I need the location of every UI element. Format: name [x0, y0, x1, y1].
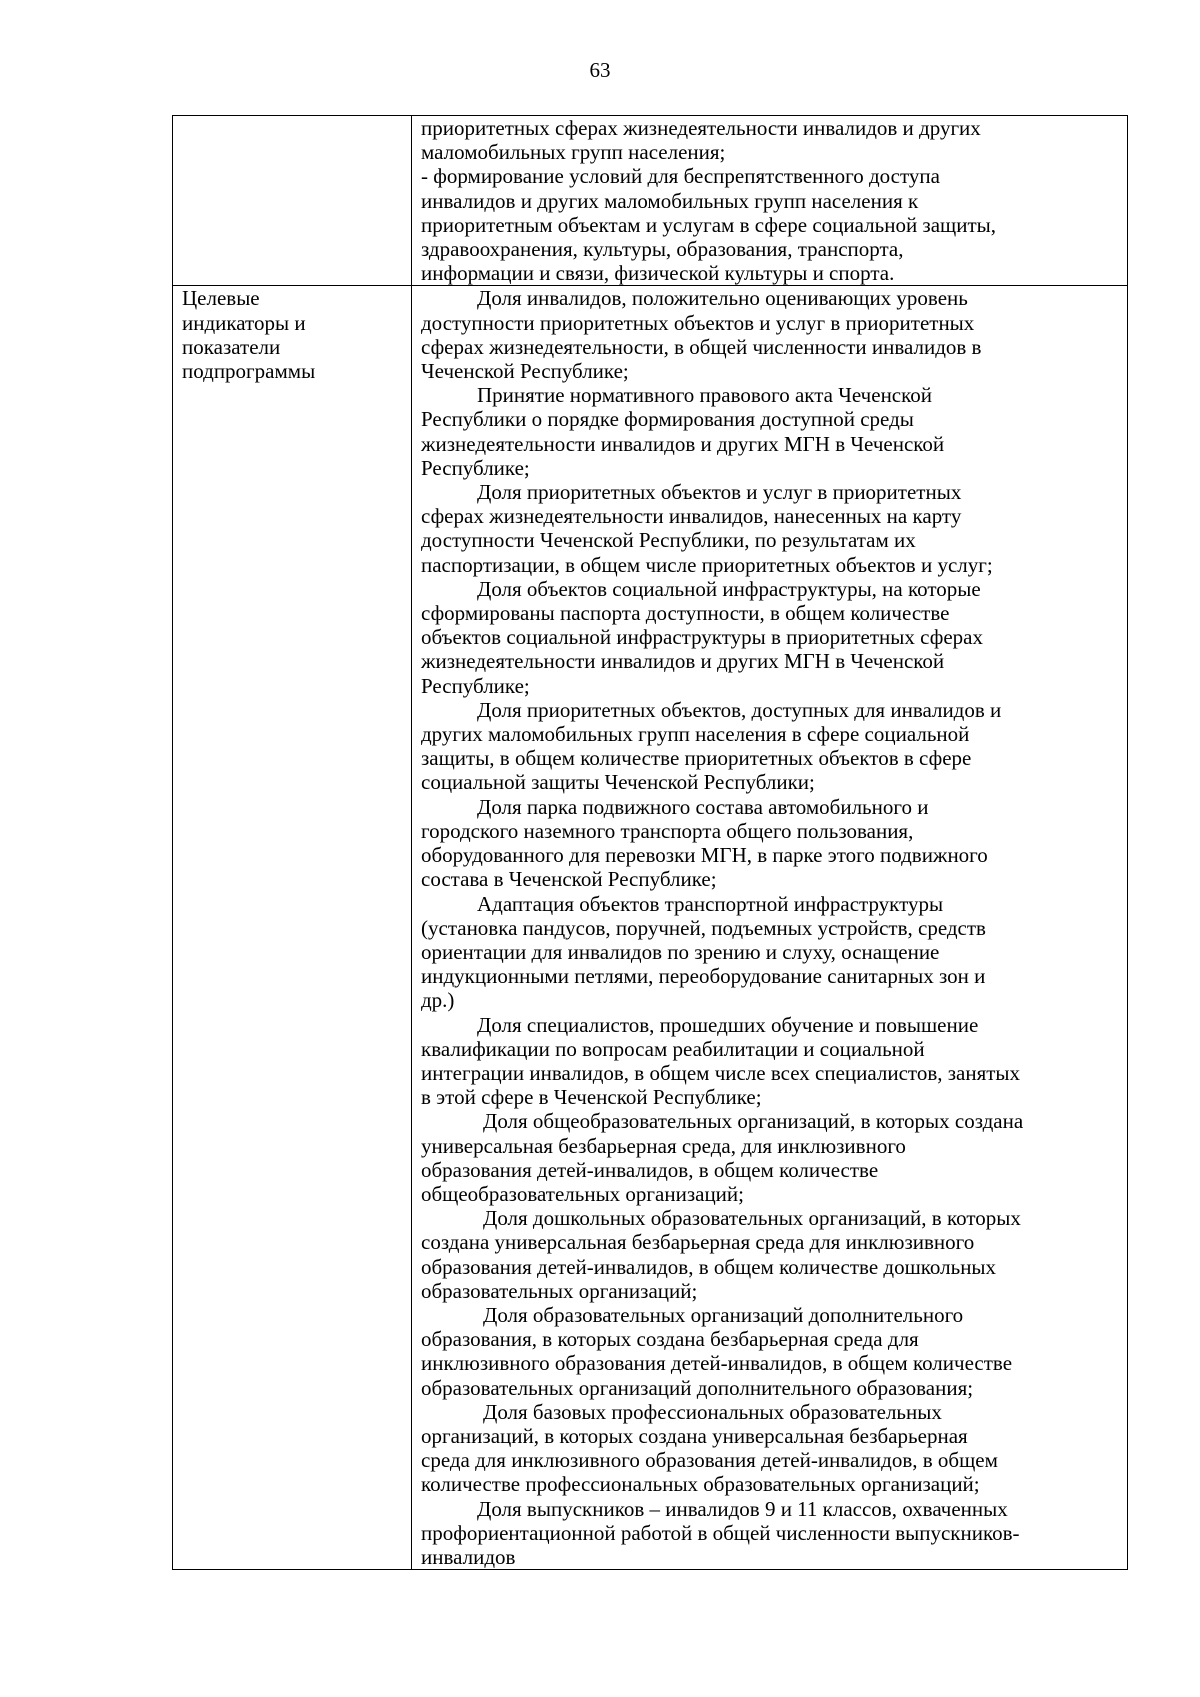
- row2-content-cell: [412, 286, 1128, 1570]
- text-line: инклюзивного образования детей-инвалидов, в общем количестве: [421, 1351, 1013, 1376]
- text-line: профориентационной работой в общей численности выпускников-: [421, 1520, 1020, 1545]
- text-line: Доля базовых профессиональных образовательных: [483, 1399, 942, 1424]
- text-line: образования, в которых создана безбарьерная среда для: [421, 1327, 919, 1352]
- text-line: Доля приоритетных объектов, доступных для инвалидов и: [477, 697, 1002, 722]
- text-line: квалификации по вопросам реабилитации и социальной: [421, 1036, 925, 1061]
- text-line: объектов социальной инфраструктуры в приоритетных сферах: [421, 625, 983, 650]
- text-line: Доля специалистов, прошедших обучение и повышение: [477, 1012, 979, 1037]
- text-line: - формирование условий для беспрепятственного доступа: [421, 164, 940, 189]
- text-line: Доля выпускников – инвалидов 9 и 11 классов, охваченных: [477, 1496, 1008, 1521]
- text-line: (установка пандусов, поручней, подъемных устройств, средств: [421, 915, 986, 940]
- table-row: [173, 286, 1128, 1570]
- text-line: среда для инклюзивного образования детей-инвалидов, в общем: [421, 1448, 998, 1473]
- text-line: Доля образовательных организаций дополнительного: [483, 1302, 964, 1327]
- text-line: образования детей-инвалидов, в общем количестве: [421, 1157, 879, 1182]
- text-line: Доля дошкольных образовательных организаций, в которых: [483, 1206, 1021, 1231]
- passport-table: [172, 115, 1128, 1570]
- text-line: Доля приоритетных объектов и услуг в приоритетных: [477, 480, 962, 505]
- text-line: индукционными петлями, переоборудование санитарных зон и: [421, 964, 986, 989]
- text-line: индикаторы и: [182, 310, 306, 335]
- text-line: доступности Чеченской Республики, по результатам их: [421, 528, 916, 553]
- text-line: сферах жизнедеятельности инвалидов, нанесенных на карту: [421, 504, 962, 529]
- row2-label-cell: [173, 286, 412, 1570]
- text-line: Доля объектов социальной инфраструктуры, на которые: [477, 576, 981, 601]
- table-row: [173, 116, 1128, 286]
- row1-label-cell: [173, 116, 412, 286]
- text-line: инвалидов и других маломобильных групп населения к: [421, 188, 919, 213]
- text-line: Чеченской Республике;: [421, 359, 629, 384]
- text-line: в этой сфере в Чеченской Республике;: [421, 1085, 762, 1110]
- text-line: Республике;: [421, 455, 530, 480]
- text-line: Принятие нормативного правового акта Чеченской: [477, 383, 932, 408]
- text-line: социальной защиты Чеченской Республики;: [421, 770, 815, 795]
- row1-content-cell: [412, 116, 1128, 286]
- text-line: Республике;: [421, 673, 530, 698]
- text-line: количестве профессиональных образовательных организаций;: [421, 1472, 980, 1497]
- text-line: паспортизации, в общем числе приоритетных объектов и услуг;: [421, 552, 993, 577]
- text-line: городского наземного транспорта общего пользования,: [421, 818, 914, 843]
- text-line: инвалидов: [421, 1544, 516, 1569]
- text-line: показатели: [182, 334, 281, 359]
- text-line: Доля инвалидов, положительно оценивающих уровень: [477, 286, 968, 311]
- text-line: образовательных организаций;: [421, 1278, 698, 1303]
- text-line: информации и связи, физической культуры и спорта.: [421, 261, 895, 286]
- text-line: создана универсальная безбарьерная среда для инклюзивного: [421, 1230, 975, 1255]
- text-line: образовательных организаций дополнительного образования;: [421, 1375, 974, 1400]
- text-line: маломобильных групп населения;: [421, 140, 726, 165]
- text-line: образования детей-инвалидов, в общем количестве дошкольных: [421, 1254, 997, 1279]
- text-line: сформированы паспорта доступности, в общем количестве: [421, 601, 950, 626]
- text-line: приоритетных сферах жизнедеятельности инвалидов и других: [421, 116, 981, 140]
- text-line: интеграции инвалидов, в общем числе всех специалистов, занятых: [421, 1060, 1021, 1085]
- text-line: других маломобильных групп населения в сфере социальной: [421, 722, 970, 747]
- text-line: состава в Чеченской Республике;: [421, 867, 717, 892]
- text-line: организаций, в которых создана универсальная безбарьерная: [421, 1423, 968, 1448]
- text-line: жизнедеятельности инвалидов и других МГН в Чеченской: [421, 431, 945, 456]
- text-line: жизнедеятельности инвалидов и других МГН в Чеченской: [421, 649, 945, 674]
- text-line: ориентации для инвалидов по зрению и слуху, оснащение: [421, 939, 940, 964]
- text-line: Доля общеобразовательных организаций, в которых создана: [483, 1109, 1024, 1134]
- text-line: подпрограммы: [182, 359, 316, 384]
- text-line: Адаптация объектов транспортной инфраструктуры: [477, 891, 944, 916]
- page-number: 63: [589, 58, 611, 82]
- text-line: сферах жизнедеятельности, в общей численности инвалидов в: [421, 334, 982, 359]
- text-line: приоритетным объектам и услугам в сфере социальной защиты,: [421, 212, 996, 237]
- text-line: Целевые: [182, 286, 260, 311]
- text-line: общеобразовательных организаций;: [421, 1181, 744, 1206]
- text-line: др.): [421, 988, 455, 1013]
- text-line: защиты, в общем количестве приоритетных объектов в сфере: [421, 746, 972, 771]
- text-line: здравоохранения, культуры, образования, транспорта,: [421, 237, 904, 262]
- text-line: Республики о порядке формирования доступной среды: [421, 407, 914, 432]
- text-line: универсальная безбарьерная среда, для инклюзивного: [421, 1133, 906, 1158]
- text-line: оборудованного для перевозки МГН, в парке этого подвижного: [421, 843, 988, 868]
- text-line: доступности приоритетных объектов и услуг в приоритетных: [421, 310, 975, 335]
- text-line: Доля парка подвижного состава автомобильного и: [477, 794, 929, 819]
